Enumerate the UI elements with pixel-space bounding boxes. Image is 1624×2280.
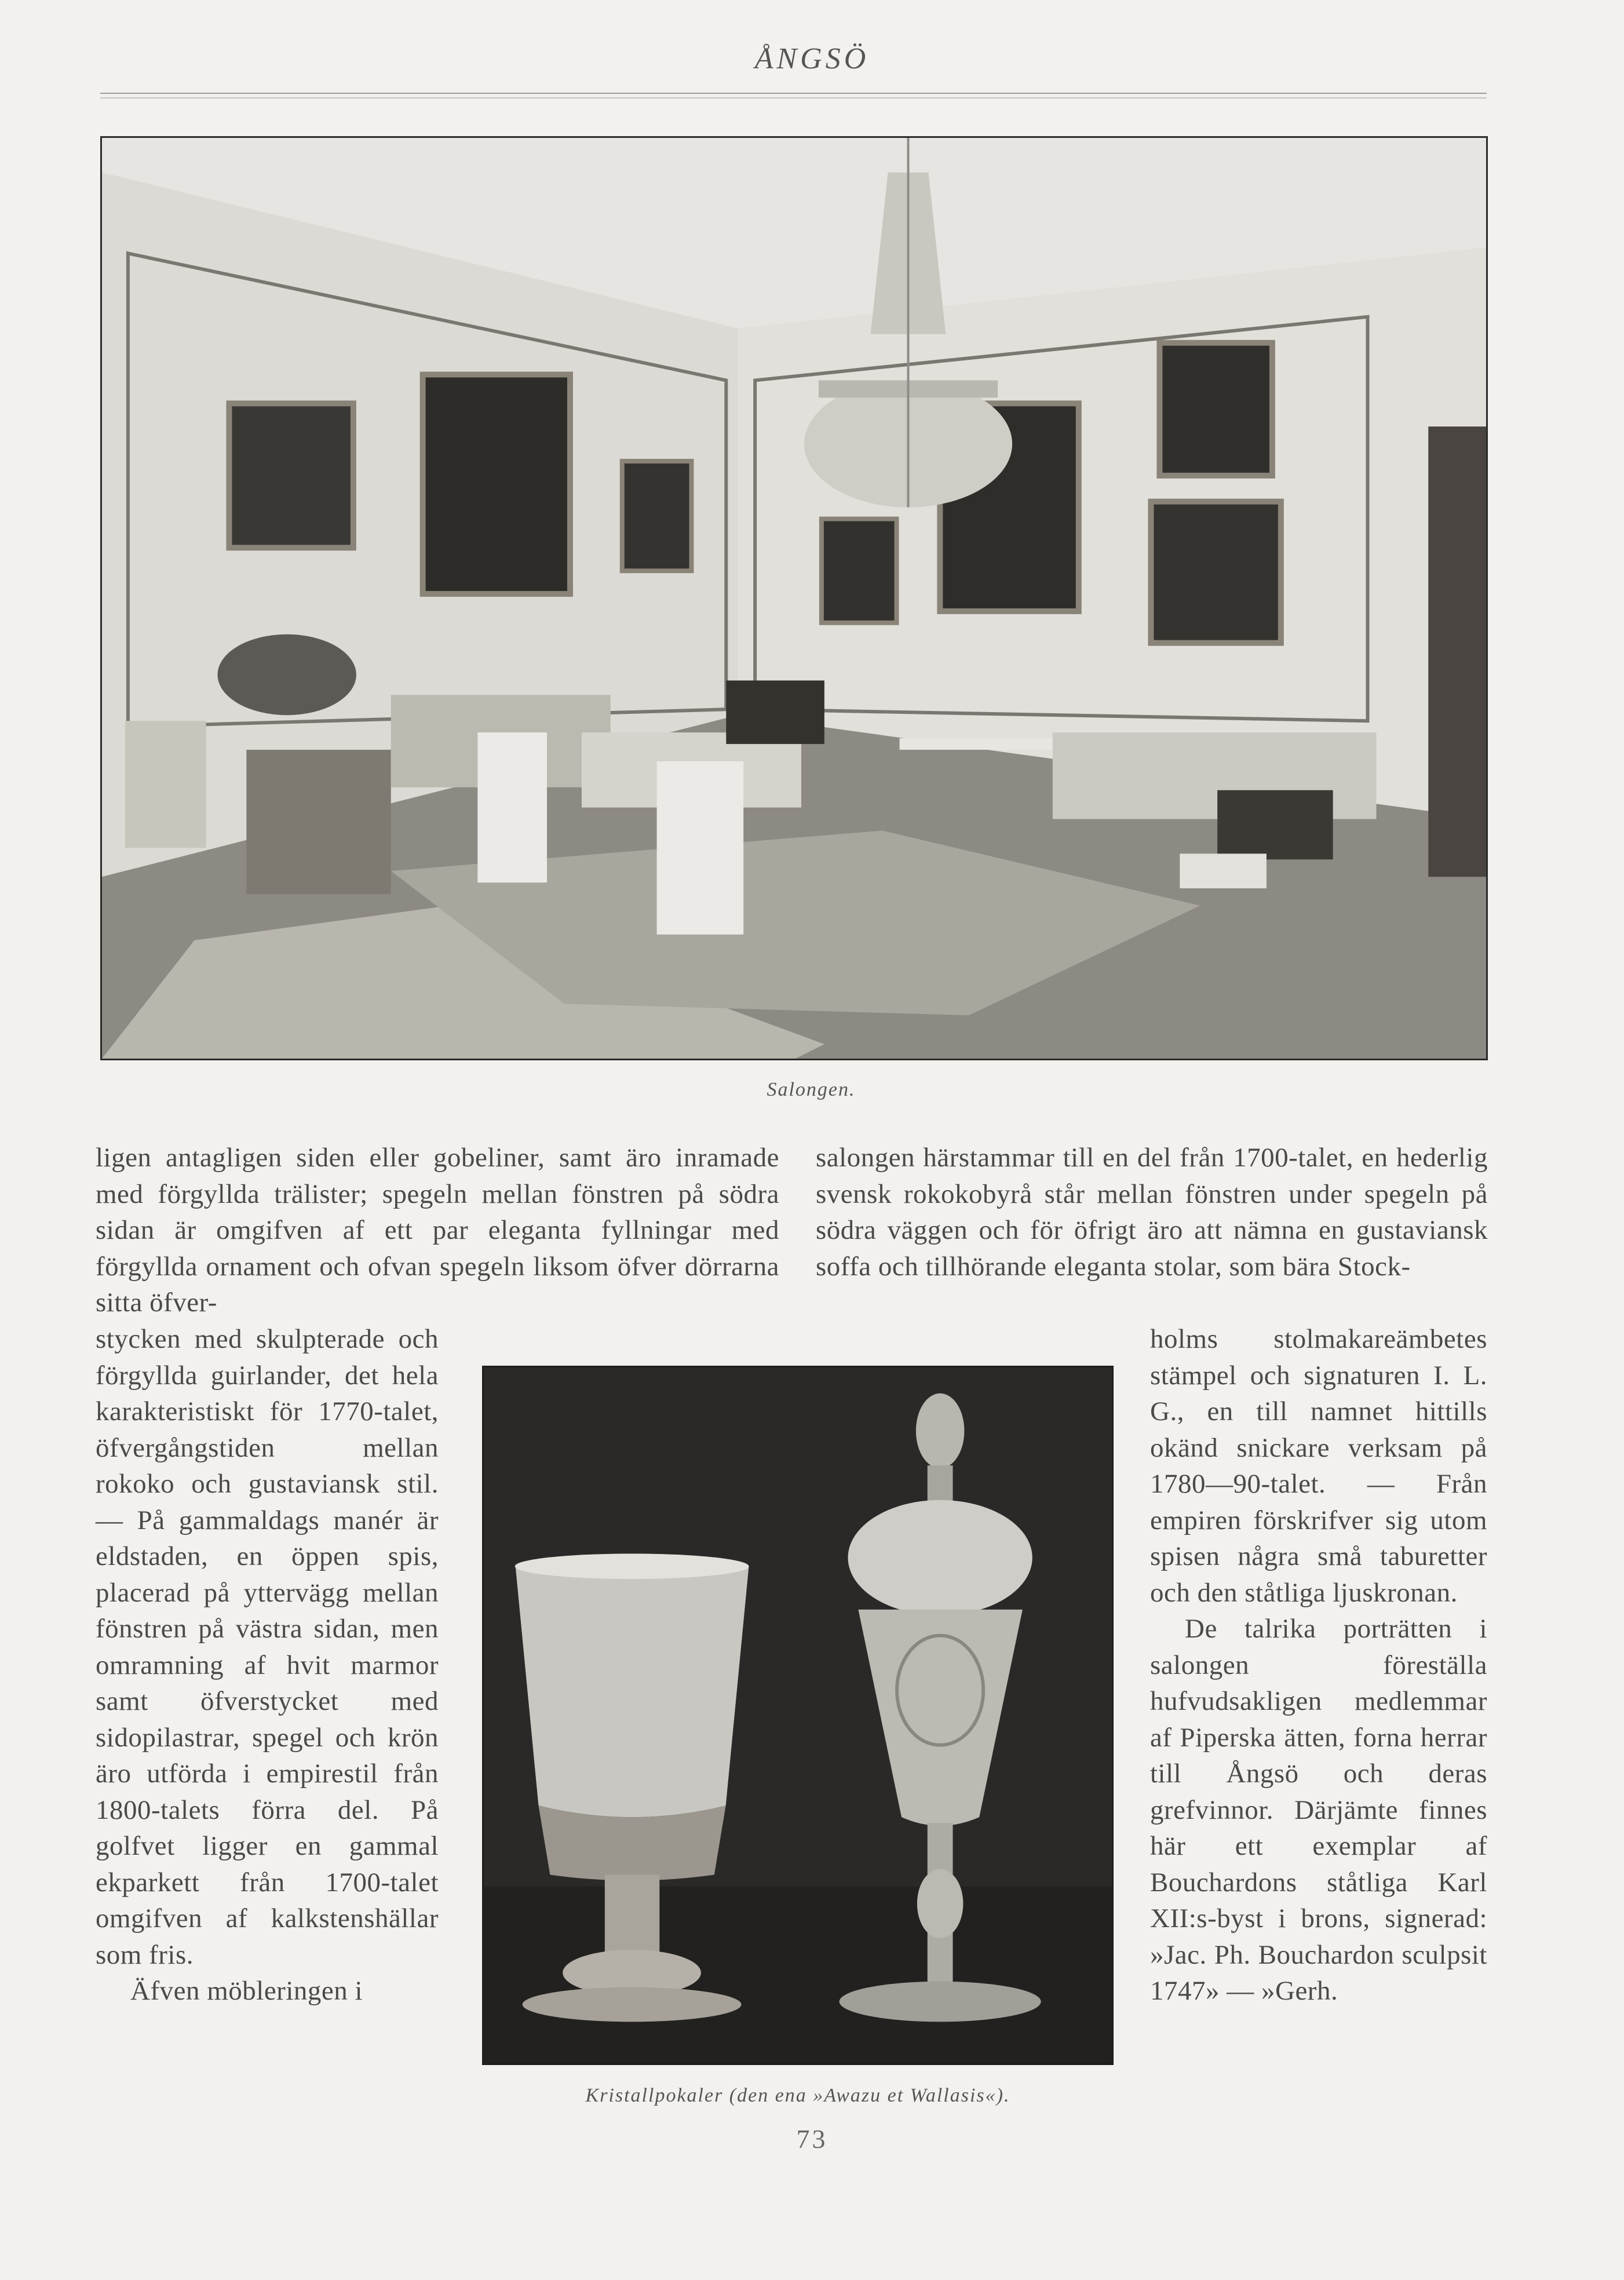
body-text-top-right xyxy=(816,1140,1488,1285)
paragraph: salongen härstammar till en del från 1700-talet, en hederlig svensk rokokobyrå står mellan fönstren under spegeln på södra väggen och för öfrigt äro att nämna en gustaviansk soffa och tillhörande eleganta stolar, som bära Stock- xyxy=(816,1143,1488,1282)
salon-caption: Salongen. xyxy=(767,1079,856,1100)
body-text-right-column xyxy=(1150,1321,1487,2009)
header-rule xyxy=(100,93,1487,99)
crystal-goblets-photograph xyxy=(482,1366,1114,2065)
paragraph: holms stolmakareämbetes stämpel och signaturen I. L. G., en till namnet hittills okänd snickare verksam på 1780—90-talet. — Från empiren förskrifver sig utom spisen några små taburetter och den ståtliga ljuskronan. xyxy=(1150,1324,1487,1608)
salon-photograph xyxy=(100,136,1488,1060)
body-text-top-left xyxy=(96,1140,779,1321)
page-number: 73 xyxy=(796,2124,828,2154)
paragraph: Äfven möbleringen i xyxy=(130,1976,363,2006)
running-header: ÅNGSÖ xyxy=(754,42,870,75)
body-text-left-column xyxy=(96,1321,439,2009)
paragraph: ligen antagligen siden eller gobeliner, samt äro inramade med förgyllda trälister; spegeln mellan fönstren på södra sidan är omgifven af ett par eleganta fyllningar med förgyllda ornament och ofvan spegeln liksom öfver dörrarna sitta öfver- xyxy=(96,1143,779,1318)
goblets-caption: Kristallpokaler (den ena »Awazu et Wallasis«). xyxy=(585,2085,1010,2106)
paragraph: De talrika porträtten i salongen föreställa hufvudsakligen medlemmar af Piperska ätten, forna herrar till Ångsö och deras grefvinnor. Därjämte finnes här ett exemplar af Bouchardons ståtliga Karl XII:s-byst i brons, signerad: »Jac. Ph. Bouchardon sculpsit 1747» — »Gerh. xyxy=(1150,1614,1487,2006)
paragraph: stycken med skulpterade och förgyllda guirlander, det hela karakteristiskt för 1770-talet, öfvergångstiden mellan rokoko och gustaviansk stil. — På gammaldags manér är eldstaden, en öppen spis, placerad på yttervägg mellan fönstren på västra sidan, men omramning af hvit marmor samt öfverstycket med sidopilastrar, spegel och krön äro utförda i empirestil från 1800-talets förra del. På golfvet ligger en gammal ekparkett från 1700-talet omgifven af kalkstenshällar som fris. xyxy=(96,1324,439,1970)
